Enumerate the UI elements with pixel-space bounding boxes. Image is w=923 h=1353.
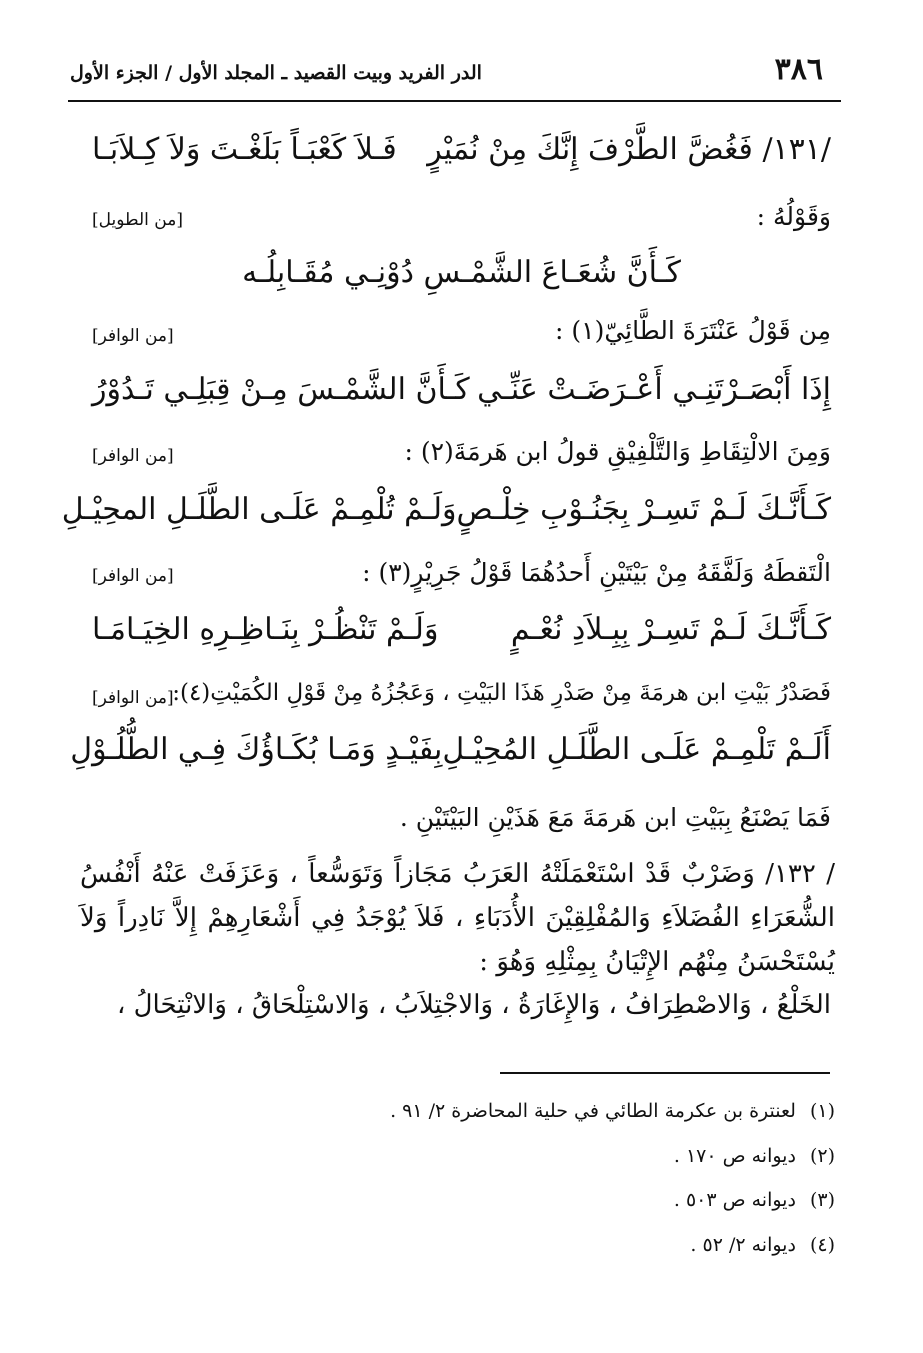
verse-hemistich-right: كَـأَنَّـكَ لَـمْ تَسِـرْ بِجَنُـوْبِ خِلْـصٍ bbox=[456, 492, 831, 527]
hemistich-text: فَغُضَّ الطَّرْفَ إِنَّكَ مِنْ نُمَيْرٍ bbox=[427, 132, 753, 167]
meter-label: [من الوافر] bbox=[92, 688, 174, 708]
verse-hemistich-left: فَـلاَ كَعْبَـاً بَلَغْـتَ وَلاَ كِـلاَبَـا bbox=[92, 132, 397, 167]
verse-131 bbox=[92, 132, 831, 167]
header-divider bbox=[68, 100, 841, 102]
meter-label: [من الوافر] bbox=[92, 446, 174, 466]
footnote-text: ديوانه ٢/ ٥٢ . bbox=[690, 1234, 796, 1256]
verse-hemistich-right: كَـأَنَّـكَ لَـمْ تَسِـرْ بِبِـلاَدِ نُعْـمٍ bbox=[510, 612, 831, 647]
verse-hemistich-left: وَلَـمْ تَنْظُـرْ بِنَـاظِـرِهِ الخِيَـامَـا bbox=[92, 612, 439, 647]
footnote-number: (٤) bbox=[809, 1234, 835, 1256]
intro-line: وَمِنَ الالْتِقَاطِ وَالتَّلْفِيْقِ قولُ ابن هَرمَةَ(٢) : bbox=[404, 437, 831, 466]
page-number: ٣٨٦ bbox=[774, 52, 823, 87]
verse-hemistich-left: كَـأَنَّ الشَّمْـسَ مِـنْ قِبَلِـي تَـدُوْرُ bbox=[92, 372, 470, 407]
verse-line bbox=[61, 492, 831, 527]
footnote-text: ديوانه ص ٥٠٣ . bbox=[673, 1189, 796, 1211]
footnote-divider bbox=[500, 1072, 830, 1074]
intro-line: مِن قَوْلُ عَنْتَرَةَ الطَّائِيّ(١) : bbox=[555, 316, 831, 345]
verse-hemistich-left: بِفَيْـدٍ وَمَـا بُكَـاؤُكَ فِـي الطُّلُـوْلِ bbox=[70, 732, 443, 767]
paragraph-132: / ١٣٢/ وَضَرْبٌ قَدْ اسْتَعْمَلَتْهُ العَرَبُ مَجَازاً وَتَوَسُّعاً ، وَعَزَفَتْ عَنْهُ أَنْفُسُ الشُّعَرَاءِ الفُضَلاَءِ وَالمُفْلِقِيْنَ الأُدَبَاءِ ، فَلاَ يُوْجَدُ فِي أَشْعَارِهِمْ إِلاَّ نَادِراً وَلاَ يُسْتَحْسَنُ مِنْهُم الإِتْيَانُ بِمِثْلِهِ وَهُوَ : bbox=[80, 859, 835, 977]
meter-label: [من الوافر] bbox=[92, 326, 174, 346]
intro-line: الْتَقطَهُ وَلَفَّقَهُ مِنْ بَيْتَيْنِ أَحدُهُمَا قَوْلُ جَرِيْرٍ(٣) : bbox=[362, 558, 831, 587]
intro-line: فَصَدْرُ بَيْتِ ابن هرمَةَ مِنْ صَدْرِ هَذَا البَيْتِ ، وَعَجُزُهُ مِنْ قَوْلِ الكُمَيْتِ(٤): bbox=[172, 680, 831, 706]
meter-label: [من الطويل] bbox=[92, 210, 183, 230]
verse-hemistich-right: إِذَا أَبْصَـرْتَنِـي أَعْـرَضَـتْ عَنِّـي bbox=[477, 372, 831, 407]
prose-line: فَمَا يَصْنَعُ بِبَيْتِ ابن هَرمَةَ مَعَ هَذَيْنِ البَيْتَيْنِ . bbox=[399, 803, 831, 832]
footnote-text: لعنترة بن عكرمة الطائي في حلية المحاضرة ٢/ ٩١ . bbox=[390, 1100, 796, 1122]
footnote bbox=[390, 1100, 835, 1122]
footnote bbox=[690, 1234, 835, 1256]
footnote bbox=[674, 1145, 835, 1167]
intro-line: وَقَوْلُهُ : bbox=[756, 202, 831, 231]
verse-hemistich-right: أَلَـمْ تَلْمِـمْ عَلَـى الطَّلَـلِ المُحِيْـلِ bbox=[442, 732, 831, 767]
footnote bbox=[674, 1189, 835, 1211]
verse-line bbox=[92, 372, 831, 407]
footnote-number: (١) bbox=[809, 1100, 835, 1122]
prose-line: الخَلْعُ ، وَالاصْطِرَافُ ، وَالإِغَارَةُ ، وَالاجْتِلاَبُ ، وَالاسْتِلْحَاقُ ، وَالانْتِحَالُ ، bbox=[117, 990, 831, 1020]
verse-number: /١٣١/ bbox=[762, 132, 831, 167]
meter-label: [من الوافر] bbox=[92, 566, 174, 586]
verse-centered: كَـأَنَّ شُعَـاعَ الشَّمْـسِ دُوْنِـي مُقَـابِلُـه bbox=[242, 255, 681, 290]
verse-line bbox=[92, 612, 831, 647]
verse-hemistich-right bbox=[427, 132, 831, 167]
verse-line bbox=[70, 732, 831, 767]
running-header: الدر الفريد وبيت القصيد ـ المجلد الأول / الجزء الأول bbox=[70, 62, 482, 84]
footnote-number: (٢) bbox=[809, 1145, 835, 1167]
footnote-text: ديوانه ص ١٧٠ . bbox=[673, 1145, 796, 1167]
verse-hemistich-left: وَلَـمْ تُلْمِـمْ عَلَـى الطَّلَـلِ المحِيْـلِ bbox=[61, 492, 457, 527]
footnote-number: (٣) bbox=[809, 1189, 835, 1211]
